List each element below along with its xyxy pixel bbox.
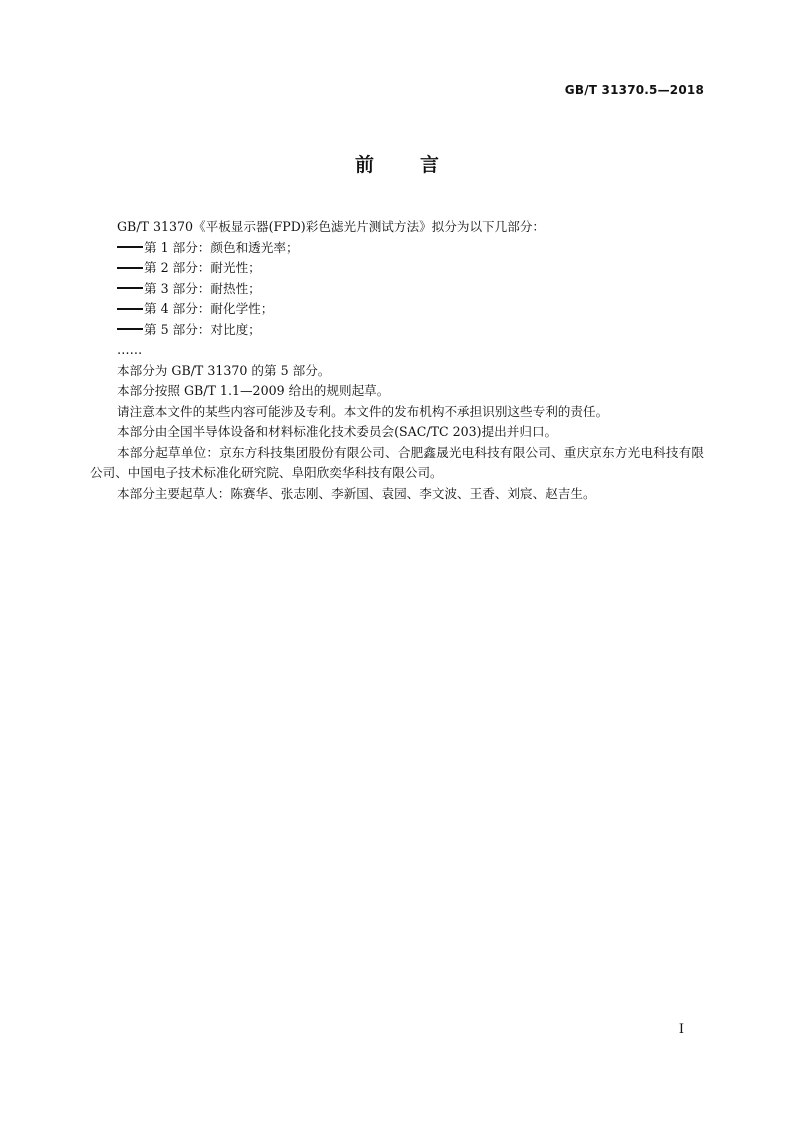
part-2-label: 第 2 部分：耐光性； (144, 260, 261, 275)
drafting-rule-paragraph: 本部分按照 GB/T 1.1—2009 给出的规则起草。 (117, 383, 390, 398)
part-1-label: 第 1 部分：颜色和透光率； (144, 239, 299, 255)
intro-paragraph: GB/T 31370《平板显示器(FPD)彩色滤光片测试方法》拟分为以下几部分： (117, 219, 546, 234)
drafters-paragraph: 本部分主要起草人：陈赛华、张志刚、李新国、袁园、李文波、王香、刘宸、赵吉生。 (117, 485, 596, 501)
part-4-label: 第 4 部分：耐化学性； (144, 301, 274, 316)
page-number: I (678, 1022, 684, 1037)
em-dash (117, 267, 143, 269)
ellipsis: …… (117, 342, 143, 357)
patent-notice-paragraph: 请注意本文件的某些内容可能涉及专利。本文件的发布机构不承担识别这些专利的责任。 (117, 403, 609, 419)
proposed-by-paragraph: 本部分由全国半导体设备和材料标准化技术委员会(SAC/TC 203)提出并归口。 (117, 424, 558, 439)
part-3-label: 第 3 部分：耐热性； (144, 280, 261, 296)
part-5-label: 第 5 部分：对比度； (144, 321, 261, 337)
em-dash (117, 328, 143, 330)
em-dash (117, 287, 143, 289)
part-list-item (90, 238, 704, 259)
part-list-item (90, 258, 704, 279)
standard-number-header: GB/T 31370.5—2018 (564, 83, 704, 97)
part-list-item (90, 320, 704, 341)
drafting-units-paragraph: 本部分起草单位：京东方科技集团股份有限公司、合肥鑫晟光电科技有限公司、重庆京东方光电科技有限公司、中国电子技术标准化研究院、阜阳欣奕华科技有限公司。 (90, 444, 704, 480)
title-char-2: 言 (420, 154, 440, 176)
this-part-paragraph: 本部分为 GB/T 31370 的第 5 部分。 (117, 362, 331, 378)
part-list-item (90, 279, 704, 300)
title-char-1: 前 (354, 154, 374, 176)
page-title (0, 150, 794, 177)
part-list-item (90, 299, 704, 320)
foreword-body (90, 217, 704, 504)
em-dash (117, 246, 143, 248)
em-dash (117, 308, 143, 310)
